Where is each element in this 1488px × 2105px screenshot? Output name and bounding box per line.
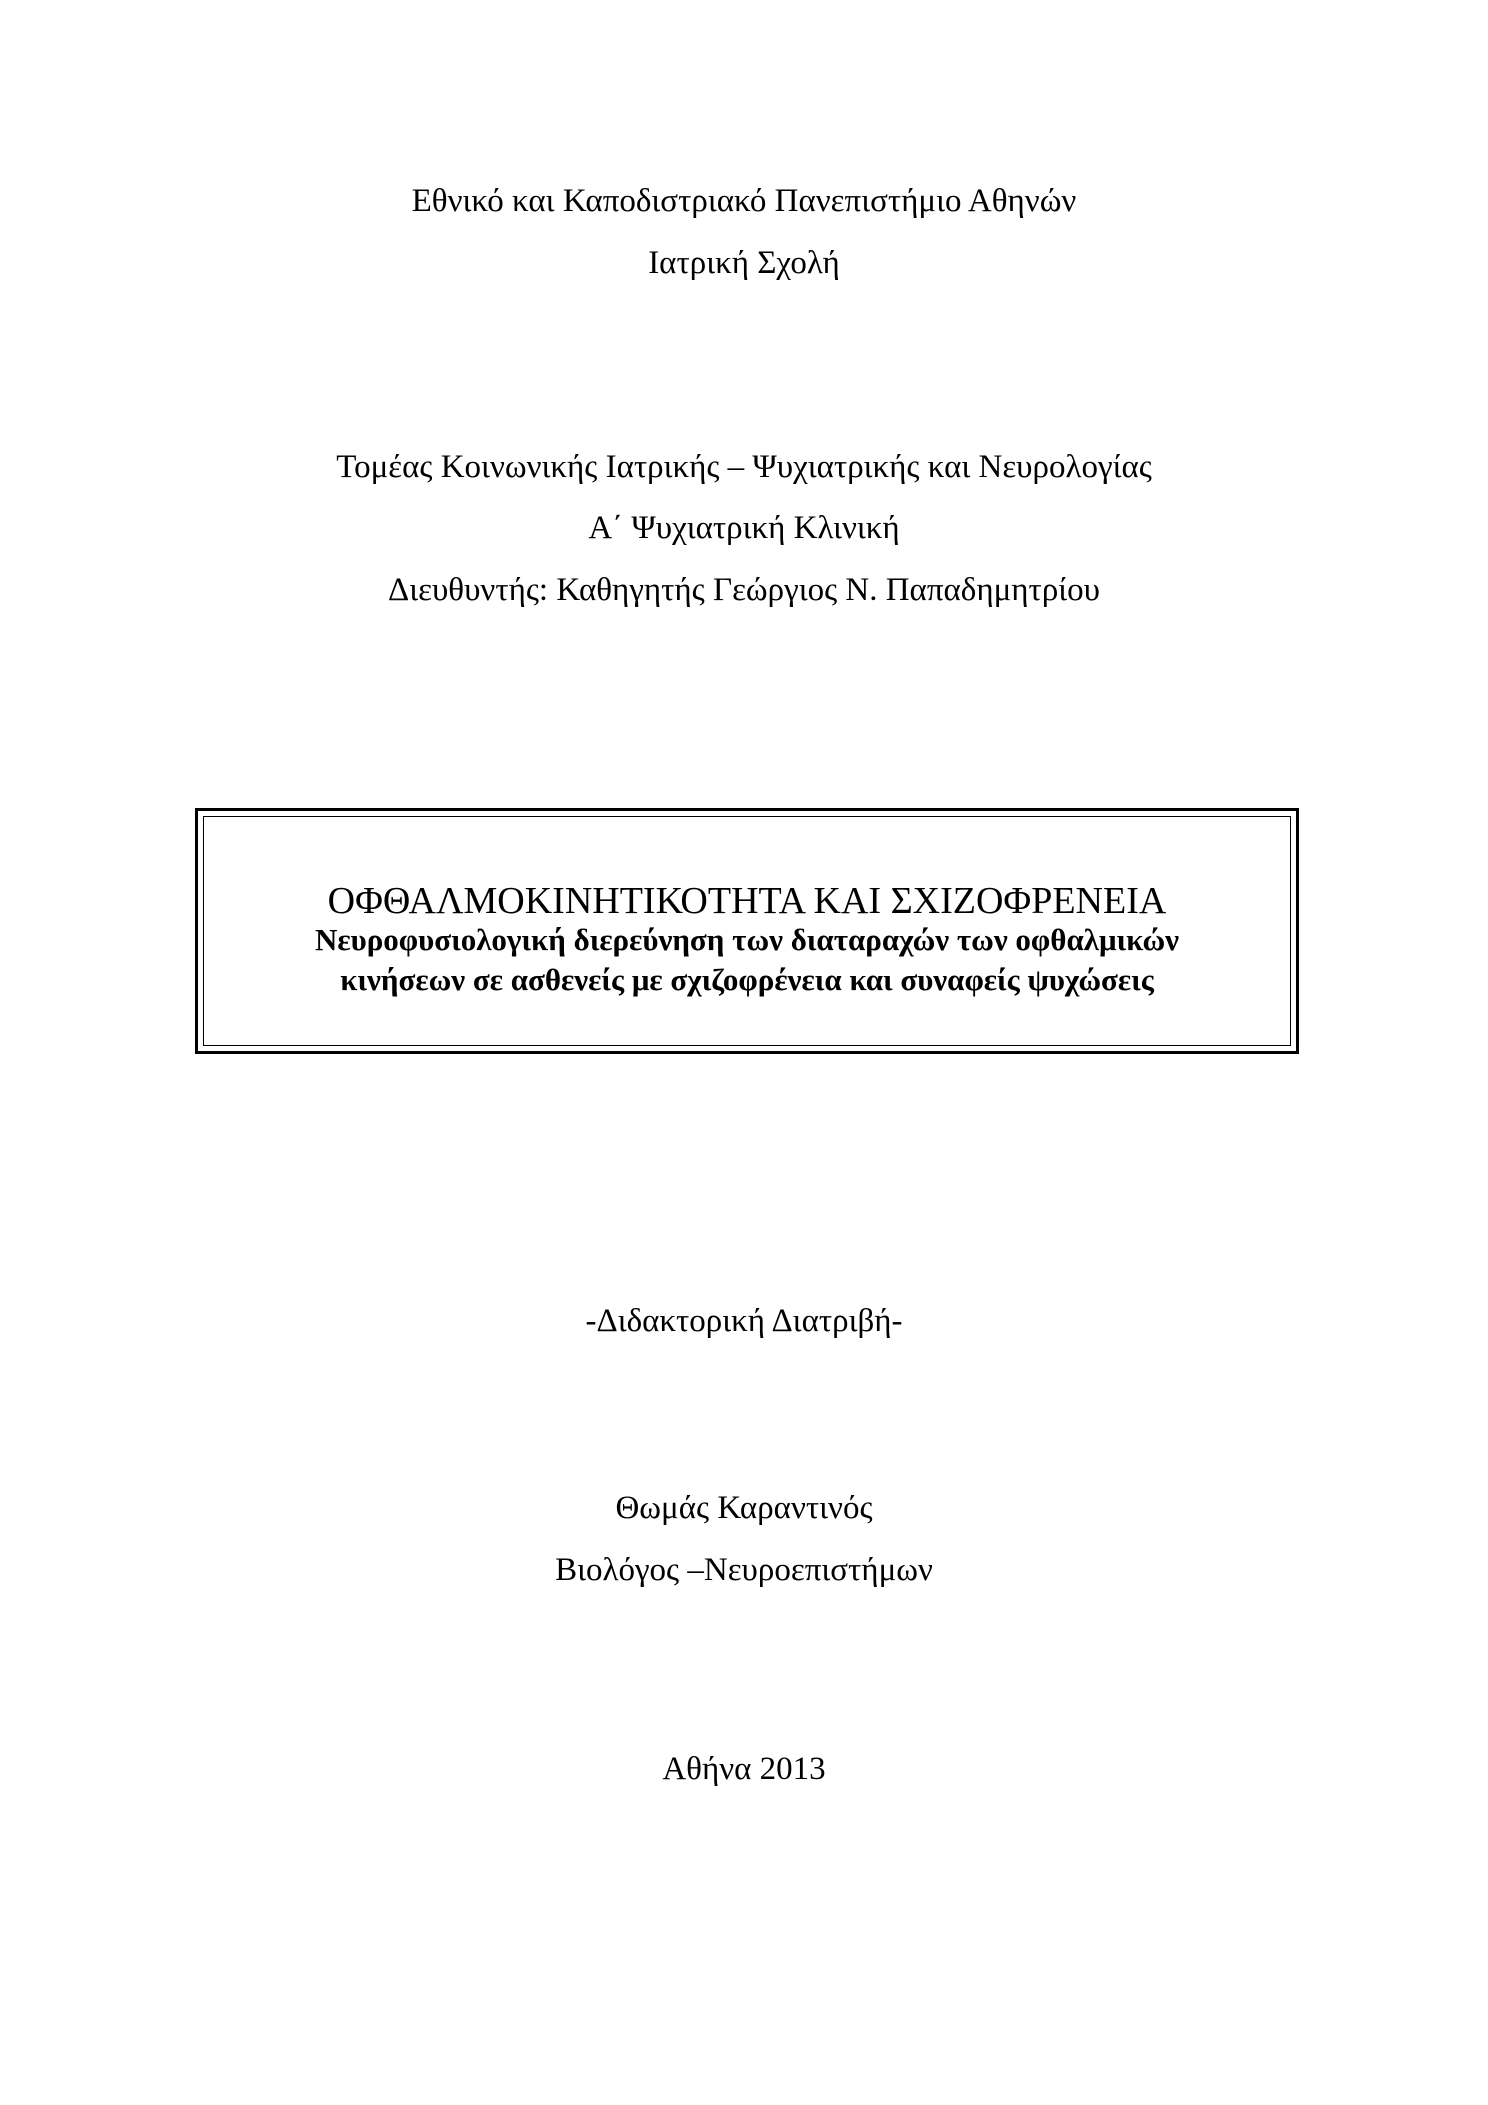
document-type: -Διδακτορική Διατριβή- (585, 1303, 903, 1339)
clinic-name: Α΄ Ψυχιατρική Κλινική (588, 510, 900, 546)
thesis-subtitle-line-1: Νευροφυσιολογική διερεύνηση των διαταραχών των οφθαλμικών (314, 922, 1179, 957)
school-name: Ιατρική Σχολή (648, 245, 840, 281)
author-name: Θωμάς Καραντινός (615, 1490, 873, 1526)
thesis-subtitle-line-2: κινήσεων σε ασθενείς με σχιζοφρένεια και συναφείς ψυχώσεις (340, 962, 1154, 997)
author-role: Βιολόγος –Νευροεπιστήμων (555, 1552, 933, 1588)
director-name: Διευθυντής: Καθηγητής Γεώργιος Ν. Παπαδημητρίου (387, 572, 1100, 608)
sector-name: Τομέας Κοινωνικής Ιατρικής – Ψυχιατρικής και Νευρολογίας (336, 449, 1152, 485)
university-name: Εθνικό και Καποδιστριακό Πανεπιστήμιο Αθηνών (411, 183, 1077, 219)
thesis-title-box (195, 808, 1299, 1054)
thesis-title: ΟΦΘΑΛΜΟΚΙΝΗΤΙΚΟΤΗΤΑ ΚΑΙ ΣΧΙΖΟΦΡΕΝΕΙΑ (327, 880, 1167, 922)
place-and-year: Αθήνα 2013 (662, 1751, 826, 1787)
